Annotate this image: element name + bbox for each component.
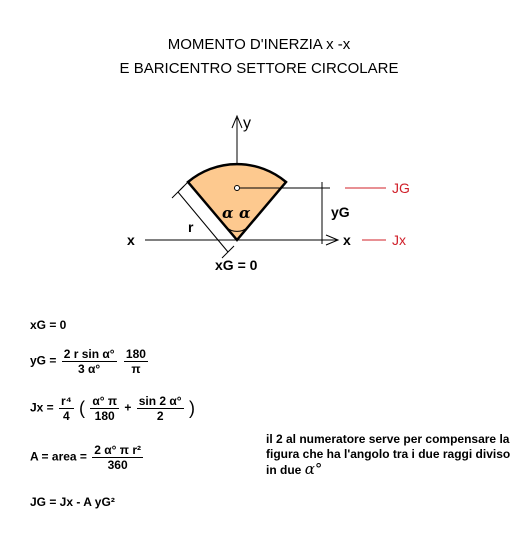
centroid-marker xyxy=(235,186,240,191)
note-text: il 2 al numeratore serve per compensare la figura che ha l'angolo tra i due raggi diviso in due xyxy=(266,432,511,477)
jx-den-1: 4 xyxy=(63,409,70,423)
yg-num-2: 180 xyxy=(125,347,146,361)
yg-den-2: π xyxy=(131,362,141,376)
jx-num-3: sin 2 α° xyxy=(138,394,182,408)
jx-den-2: 180 xyxy=(94,409,115,423)
formula-yg xyxy=(30,347,150,376)
jx-fraction-1 xyxy=(59,394,74,423)
formula-area xyxy=(30,443,145,472)
jx-num-1: r⁴ xyxy=(61,394,72,408)
open-paren: ( xyxy=(79,398,85,418)
r-extension xyxy=(180,182,188,190)
x-axis-left-label: x xyxy=(127,232,135,248)
y-axis-label: y xyxy=(243,115,251,132)
close-paren: ) xyxy=(188,398,195,418)
yg-den-1: 3 α° xyxy=(78,362,101,376)
title-line-1: MOMENTO D'INERZIA x -x xyxy=(167,36,351,53)
area-den: 360 xyxy=(107,458,128,472)
jx-den-3: 2 xyxy=(156,409,164,423)
yg-lhs: yG = xyxy=(30,353,57,368)
area-lhs: A = area = xyxy=(30,449,87,464)
jx-fraction-2 xyxy=(90,394,119,423)
yg-fraction-2 xyxy=(124,347,148,376)
alpha-right-label: α xyxy=(239,204,251,222)
yg-num-1: 2 r sin α° xyxy=(63,347,115,361)
title-line-2: E BARICENTRO SETTORE CIRCOLARE xyxy=(119,60,399,77)
formula-xg: xG = 0 xyxy=(30,318,67,332)
note-alpha: α° xyxy=(304,460,323,478)
jx-lhs: Jx = xyxy=(30,400,54,415)
x-axis-right-label: x xyxy=(343,232,351,248)
formula-jg: JG = Jx - A yG² xyxy=(30,495,115,509)
jx-fraction-3 xyxy=(137,394,184,423)
jg-label: JG xyxy=(392,180,410,196)
formula-jx xyxy=(30,394,195,423)
area-num: 2 α° π r² xyxy=(94,443,141,457)
explanation-note xyxy=(266,432,516,478)
r-label: r xyxy=(188,219,194,235)
yg-fraction-1 xyxy=(62,347,117,376)
jx-plus: + xyxy=(124,400,132,415)
alpha-left-label: α xyxy=(222,204,234,222)
area-fraction xyxy=(92,443,143,472)
jx-num-2: α° π xyxy=(92,394,118,408)
circular-sector xyxy=(188,164,286,240)
yg-label: yG xyxy=(331,204,350,220)
xg-label: xG = 0 xyxy=(215,257,258,273)
jx-label: Jx xyxy=(392,232,406,248)
